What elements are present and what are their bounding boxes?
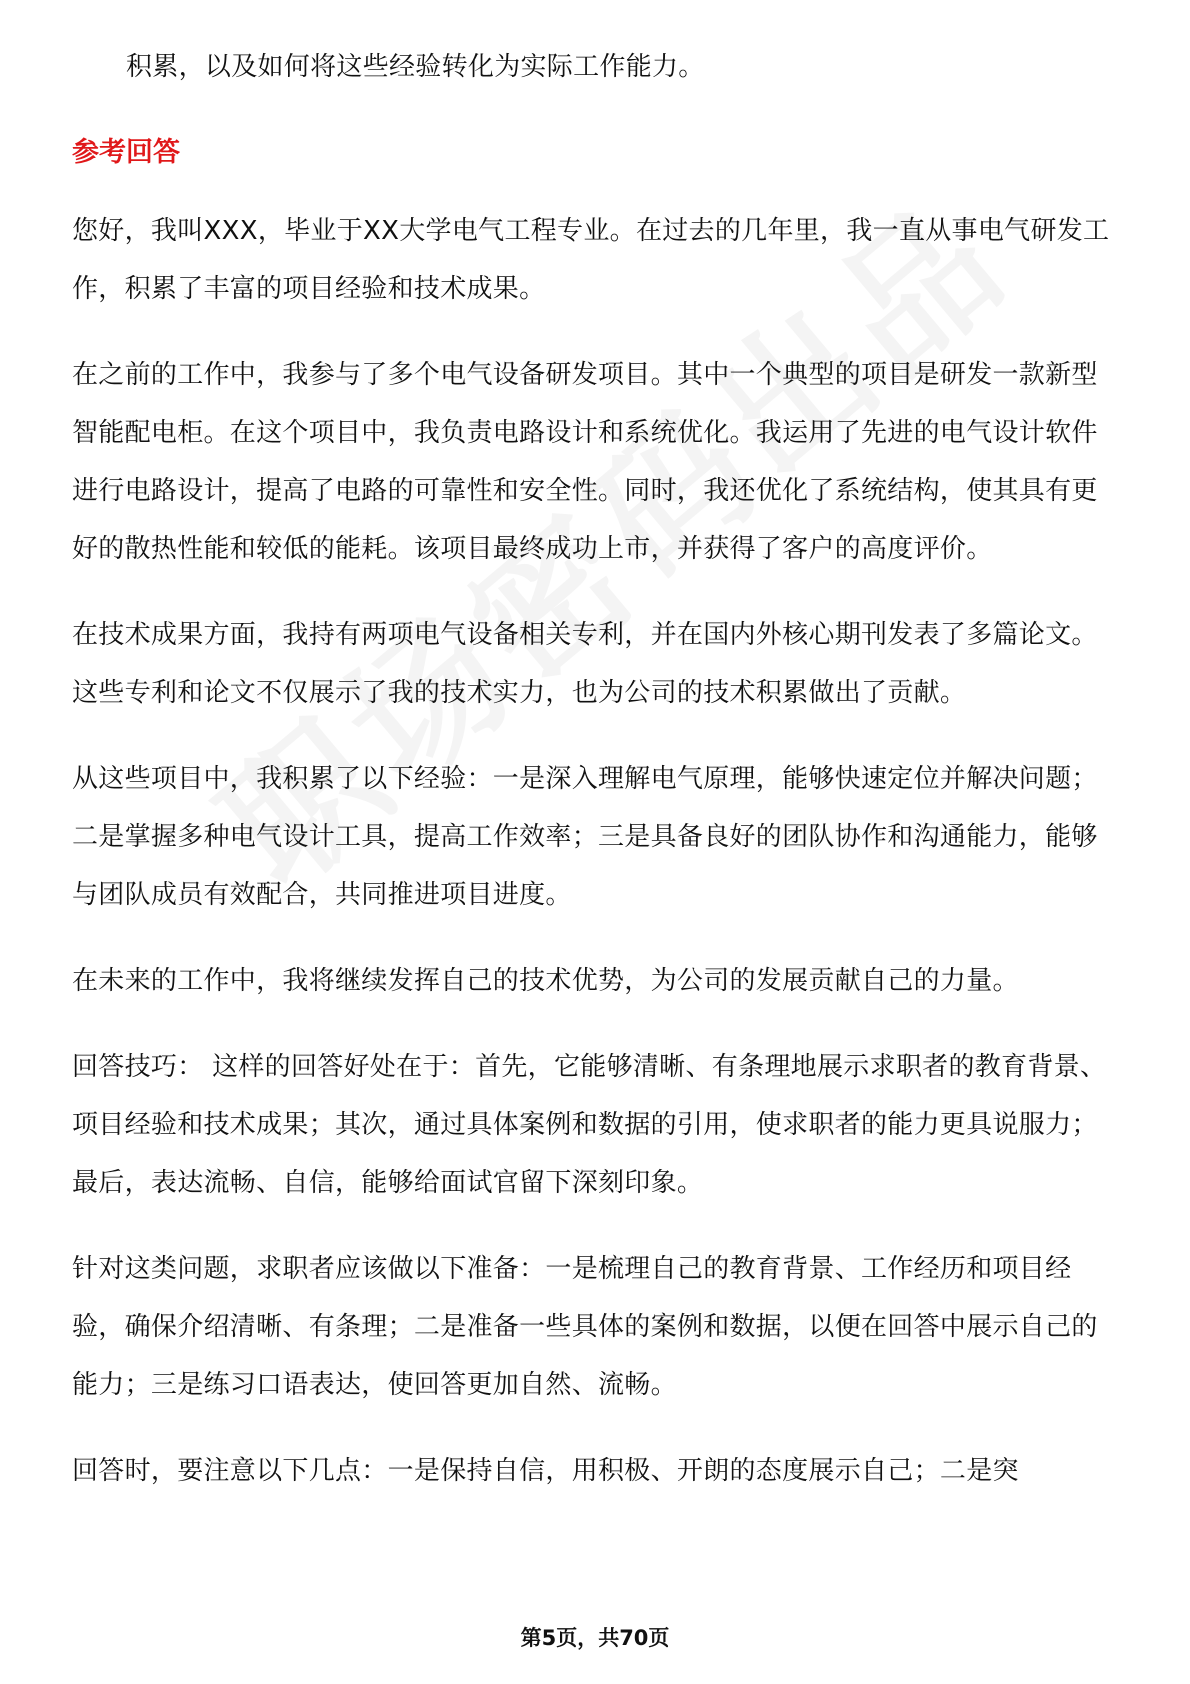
paragraph: 您好，我叫XXX，毕业于XX大学电气工程专业。在过去的几年里，我一直从事电气研发工作，积累了丰富的项目经验和技术成果。 bbox=[72, 216, 1110, 304]
page-number: 第5页，共70页 bbox=[520, 1626, 670, 1650]
paragraph: 从这些项目中，我积累了以下经验：一是深入理解电气原理，能够快速定位并解决问题；二是掌握多种电气设计工具，提高工作效率；三是具备良好的团队协作和沟通能力，能够与团队成员有效配合，共同推进项目进度。 bbox=[72, 764, 1098, 910]
paragraph: 回答技巧： 这样的回答好处在于：首先，它能够清晰、有条理地展示求职者的教育背景、项目经验和技术成果；其次，通过具体案例和数据的引用，使求职者的能力更具说服力；最后，表达流畅、自信，能够给面试官留下深刻印象。 bbox=[72, 1052, 1107, 1198]
paragraph: 在技术成果方面，我持有两项电气设备相关专利，并在国内外核心期刊发表了多篇论文。这些专利和论文不仅展示了我的技术实力，也为公司的技术积累做出了贡献。 bbox=[72, 620, 1098, 708]
paragraph: 针对这类问题，求职者应该做以下准备：一是梳理自己的教育背景、工作经历和项目经验，确保介绍清晰、有条理；二是准备一些具体的案例和数据，以便在回答中展示自己的能力；三是练习口语表达，使回答更加自然、流畅。 bbox=[72, 1254, 1098, 1400]
document-body bbox=[72, 38, 1118, 1528]
section-heading: 参考回答 bbox=[72, 137, 180, 168]
paragraph: 回答时，要注意以下几点：一是保持自信，用积极、开朗的态度展示自己；二是突 bbox=[72, 1456, 1019, 1486]
paragraph: 在未来的工作中，我将继续发挥自己的技术优势，为公司的发展贡献自己的力量。 bbox=[72, 966, 1019, 996]
paragraph: 在之前的工作中，我参与了多个电气设备研发项目。其中一个典型的项目是研发一款新型智能配电柜。在这个项目中，我负责电路设计和系统优化。我运用了先进的电气设计软件进行电路设计，提高了电路的可靠性和安全性。同时，我还优化了系统结构，使其具有更好的散热性能和较低的能耗。该项目最终成功上市，并获得了客户的高度评价。 bbox=[72, 360, 1098, 564]
intro-continuation: 积累，以及如何将这些经验转化为实际工作能力。 bbox=[126, 52, 705, 82]
